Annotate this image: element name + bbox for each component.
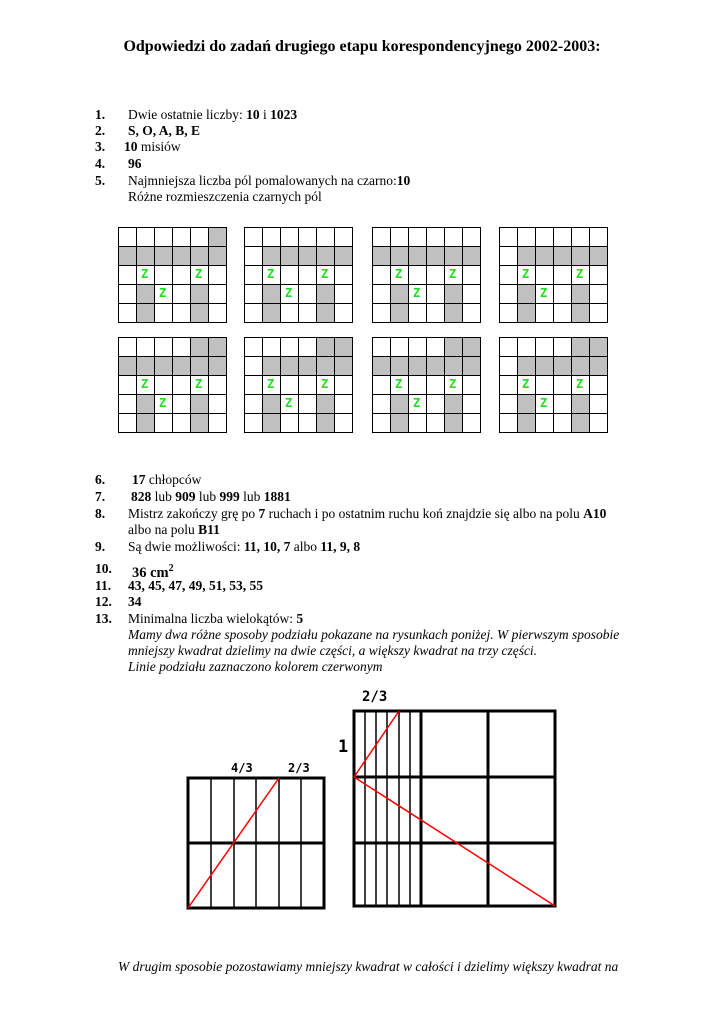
grid-marker: Z (413, 396, 421, 410)
answer-11: 43, 45, 47, 49, 51, 53, 55 (128, 578, 263, 593)
grid-cell (316, 394, 335, 414)
grid-cell (372, 265, 391, 285)
answer-12: 34 (128, 594, 142, 609)
grid-cell (517, 303, 536, 323)
grid-cell (553, 394, 572, 414)
answer-10-number: 10. (95, 561, 112, 576)
grid-cell (444, 356, 463, 376)
grid-cell (535, 337, 554, 357)
grid-cell (118, 356, 137, 376)
grid-cell (390, 413, 409, 433)
grid-cell (390, 284, 409, 304)
grid-cell (244, 265, 263, 285)
grid-cell (334, 246, 353, 266)
grid-cell (280, 246, 299, 266)
grid-marker: Z (195, 267, 203, 281)
grid-cell (426, 227, 445, 247)
grid-marker: Z (413, 286, 421, 300)
grid-cell (316, 246, 335, 266)
grid-cell (154, 356, 173, 376)
grid-cell (390, 246, 409, 266)
grid-cell (499, 227, 518, 247)
answer-5: Najmniejsza liczba pól pomalowanych na czarno:10 (128, 173, 411, 188)
grid-cell (462, 284, 481, 304)
small-label-b: 2/3 (288, 761, 310, 775)
grid-cell (426, 303, 445, 323)
grid-cell (372, 303, 391, 323)
grid-cell (172, 413, 191, 433)
grid-cell (589, 265, 608, 285)
grid-cell (589, 413, 608, 433)
grid-marker: Z (285, 396, 293, 410)
answer-4: 96 (128, 156, 142, 171)
grid-cell (499, 265, 518, 285)
grid-cell (280, 337, 299, 357)
grid-1 (118, 227, 226, 322)
grid-cell (334, 284, 353, 304)
grid-cell (154, 303, 173, 323)
answer-12-number: 12. (95, 594, 112, 609)
grid-cell (334, 265, 353, 285)
grid-cell (372, 375, 391, 395)
grid-cell (499, 246, 518, 266)
grid-cell (298, 413, 317, 433)
grid-cell (553, 375, 572, 395)
grid-marker: Z (159, 396, 167, 410)
grid-cell (298, 246, 317, 266)
grid-cell (172, 394, 191, 414)
grid-cell (298, 303, 317, 323)
grid-cell (571, 303, 590, 323)
grid-cell (208, 375, 227, 395)
grid-cell (372, 284, 391, 304)
answer-4-number: 4. (95, 156, 106, 171)
grid-3 (372, 227, 480, 322)
grid-cell (462, 337, 481, 357)
grid-cell (298, 356, 317, 376)
grid-cell (462, 356, 481, 376)
grid-marker: Z (267, 267, 275, 281)
grid-marker: Z (449, 267, 457, 281)
grid-cell (499, 394, 518, 414)
answer-6-number: 6. (95, 472, 106, 487)
grid-cell (426, 337, 445, 357)
answer-9-number: 9. (95, 539, 106, 554)
grid-cell (244, 284, 263, 304)
grid-cell (426, 394, 445, 414)
grid-cell (136, 284, 155, 304)
grid-cell (462, 265, 481, 285)
grid-cell (444, 337, 463, 357)
grid-cell (408, 375, 427, 395)
grid-marker: Z (195, 377, 203, 391)
grid-cell (408, 227, 427, 247)
grid-cell (571, 246, 590, 266)
grid-cell (408, 303, 427, 323)
grid-cell (172, 375, 191, 395)
grid-cell (426, 246, 445, 266)
grid-cell (298, 265, 317, 285)
grid-cell (517, 284, 536, 304)
grid-marker: Z (395, 267, 403, 281)
grid-cell (280, 356, 299, 376)
grid-cell (154, 375, 173, 395)
grid-cell (280, 303, 299, 323)
grid-cell (390, 356, 409, 376)
grid-cell (372, 413, 391, 433)
grid-cell (298, 337, 317, 357)
grid-cell (426, 284, 445, 304)
answer-13: Minimalna liczba wielokątów: 5 (128, 611, 304, 626)
grid-cell (190, 303, 209, 323)
grid-cell (444, 413, 463, 433)
grid-cell (190, 227, 209, 247)
grid-cell (571, 284, 590, 304)
grid-cell (444, 394, 463, 414)
grid-cell (136, 246, 155, 266)
grid-marker: Z (395, 377, 403, 391)
answer-2-number: 2. (95, 123, 106, 138)
grid-cell (408, 356, 427, 376)
grid-cell (244, 303, 263, 323)
grid-cell (390, 337, 409, 357)
grid-cell (262, 413, 281, 433)
answer-5-number: 5. (95, 173, 106, 188)
grid-cell (589, 394, 608, 414)
grid-5 (118, 337, 226, 432)
answer-7-number: 7. (95, 489, 106, 504)
answer-3: 10 misiów (124, 139, 181, 154)
grid-cell (535, 265, 554, 285)
grid-cell (334, 337, 353, 357)
grid-cell (499, 303, 518, 323)
answer-5-line2: Różne rozmieszczenia czarnych pól (128, 189, 322, 204)
grid-cell (334, 356, 353, 376)
grid-cell (462, 303, 481, 323)
grid-cell (208, 265, 227, 285)
grid-cell (462, 394, 481, 414)
grid-marker: Z (141, 267, 149, 281)
grid-cell (553, 337, 572, 357)
answer-13-line1: Mamy dwa różne sposoby podziału pokazane na rysunkach poniżej. W pierwszym sposobie (128, 627, 620, 642)
grid-cell (553, 413, 572, 433)
grid-cell (154, 413, 173, 433)
grid-cell (208, 413, 227, 433)
grid-cell (118, 227, 137, 247)
grid-cell (444, 303, 463, 323)
grid-cell (262, 227, 281, 247)
grid-cell (136, 356, 155, 376)
answer-8: Mistrz zakończy grę po 7 ruchach i po ostatnim ruchu koń znajdzie się albo na polu A10 (128, 506, 607, 521)
footer-text: W drugim sposobie pozostawiamy mniejszy kwadrat w całości i dzielimy większy kwadrat na (118, 959, 619, 974)
grid-8 (499, 337, 607, 432)
grid-cell (172, 356, 191, 376)
grid-cell (571, 413, 590, 433)
grid-cell (244, 394, 263, 414)
grid-cell (136, 303, 155, 323)
grid-cell (372, 227, 391, 247)
grid-cell (172, 284, 191, 304)
answer-13-line3: Linie podziału zaznaczono kolorem czerwonym (128, 659, 383, 674)
grid-cell (316, 227, 335, 247)
grid-cell (535, 375, 554, 395)
grid-cell (190, 284, 209, 304)
grid-cell (280, 265, 299, 285)
grid-cell (334, 227, 353, 247)
grid-cell (136, 413, 155, 433)
grid-cell (208, 303, 227, 323)
big-square (354, 711, 555, 906)
grid-cell (208, 284, 227, 304)
grid-cell (589, 227, 608, 247)
grid-cell (244, 227, 263, 247)
grid-cell (118, 265, 137, 285)
grid-cell (154, 265, 173, 285)
grid-cell (408, 413, 427, 433)
grid-cell (444, 246, 463, 266)
grid-cell (535, 246, 554, 266)
answer-13-line2: mniejszy kwadrat dzielimy na dwie części, a większy kwadrat na trzy części. (128, 643, 538, 658)
grid-cell (408, 246, 427, 266)
grid-cell (172, 303, 191, 323)
grid-cell (136, 227, 155, 247)
grid-cell (316, 413, 335, 433)
grid-cell (118, 284, 137, 304)
grid-marker: Z (540, 286, 548, 300)
answer-1: Dwie ostatnie liczby: 10 i 1023 (128, 107, 298, 122)
grid-marker: Z (321, 377, 329, 391)
grid-cell (390, 227, 409, 247)
answer-1-number: 1. (95, 107, 106, 122)
grid-cell (462, 375, 481, 395)
answer-2: S, O, A, B, E (128, 123, 201, 138)
grid-6 (244, 337, 352, 432)
grid-cell (280, 375, 299, 395)
grid-cell (190, 246, 209, 266)
grid-cell (298, 284, 317, 304)
grid-marker: Z (159, 286, 167, 300)
grid-cell (172, 227, 191, 247)
grid-cell (334, 394, 353, 414)
answer-7: 828 lub 909 lub 999 lub 1881 (131, 489, 291, 504)
grid-cell (190, 356, 209, 376)
grid-marker: Z (576, 267, 584, 281)
grid-cell (280, 227, 299, 247)
grid-marker: Z (576, 377, 584, 391)
grid-cell (571, 337, 590, 357)
answer-8-number: 8. (95, 506, 106, 521)
grid-cell (499, 413, 518, 433)
grid-cell (462, 413, 481, 433)
grid-cell (553, 356, 572, 376)
grid-cell (571, 356, 590, 376)
grid-cell (462, 246, 481, 266)
grid-cell (262, 356, 281, 376)
grid-cell (208, 394, 227, 414)
grid-2 (244, 227, 352, 322)
grid-cell (154, 227, 173, 247)
grid-cell (462, 227, 481, 247)
grid-cell (262, 284, 281, 304)
grid-cell (426, 356, 445, 376)
grid-cell (316, 303, 335, 323)
grid-cell (390, 394, 409, 414)
grid-cell (372, 246, 391, 266)
grid-cell (334, 375, 353, 395)
grid-cell (372, 356, 391, 376)
grid-cell (444, 284, 463, 304)
grid-cell (390, 303, 409, 323)
grid-cell (517, 394, 536, 414)
grid-cell (444, 227, 463, 247)
grid-cell (262, 337, 281, 357)
page-title: Odpowiedzi do zadań drugiego etapu korespondencyjnego 2002-2003: (123, 38, 601, 55)
grid-cell (553, 303, 572, 323)
grid-marker: Z (449, 377, 457, 391)
grid-cell (426, 413, 445, 433)
grid-marker: Z (522, 377, 530, 391)
grid-cell (372, 394, 391, 414)
grid-cell (426, 375, 445, 395)
grid-cell (571, 227, 590, 247)
grid-cell (589, 356, 608, 376)
answer-10: 36 $cm^2$ (132, 563, 174, 581)
grid-cell (118, 337, 137, 357)
grid-cell (553, 284, 572, 304)
grid-cell (244, 356, 263, 376)
grid-cell (517, 246, 536, 266)
grid-cell (118, 394, 137, 414)
answer-9: Są dwie możliwości: 11, 10, 7 albo 11, 9, 8 (128, 539, 361, 554)
grid-cell (118, 375, 137, 395)
grid-cell (316, 356, 335, 376)
grid-cell (535, 356, 554, 376)
grid-cell (208, 356, 227, 376)
grid-cell (589, 284, 608, 304)
grid-cell (589, 375, 608, 395)
grid-cell (244, 337, 263, 357)
grid-cell (334, 413, 353, 433)
grid-cell (298, 375, 317, 395)
grid-cell (244, 413, 263, 433)
grid-cell (190, 413, 209, 433)
grid-cell (499, 356, 518, 376)
grid-cell (426, 265, 445, 285)
answer-8-line2: albo na polu B11 (128, 522, 220, 537)
grid-cell (262, 394, 281, 414)
grid-cell (118, 303, 137, 323)
grid-cell (316, 337, 335, 357)
grid-cell (535, 303, 554, 323)
answer-11-number: 11. (95, 578, 112, 593)
grid-cell (190, 337, 209, 357)
grid-cell (208, 337, 227, 357)
small-label-a: 4/3 (231, 761, 253, 775)
grid-cell (208, 227, 227, 247)
grid-cell (244, 375, 263, 395)
grid-cell (553, 265, 572, 285)
grid-cell (517, 337, 536, 357)
grid-marker: Z (321, 267, 329, 281)
grid-cell (208, 246, 227, 266)
grid-cell (408, 265, 427, 285)
grid-cell (372, 337, 391, 357)
division-figure (0, 680, 724, 910)
grid-cell (154, 246, 173, 266)
grid-cell (589, 246, 608, 266)
grid-cell (172, 246, 191, 266)
grid-cell (535, 227, 554, 247)
grid-cell (589, 303, 608, 323)
answer-13-number: 13. (95, 611, 112, 626)
grid-cell (553, 227, 572, 247)
grid-cell (553, 246, 572, 266)
grid-cell (334, 303, 353, 323)
grid-marker: Z (141, 377, 149, 391)
grid-cell (172, 265, 191, 285)
grid-marker: Z (267, 377, 275, 391)
grid-cell (136, 337, 155, 357)
grid-cell (499, 284, 518, 304)
grid-7 (372, 337, 480, 432)
grid-cell (408, 337, 427, 357)
grid-cell (262, 303, 281, 323)
grid-cell (172, 337, 191, 357)
grid-cell (154, 337, 173, 357)
grid-cell (298, 394, 317, 414)
answer-6: 17 chłopców (132, 472, 202, 487)
big-label-side: 1 (338, 737, 349, 757)
grid-cell (517, 227, 536, 247)
grid-cell (136, 394, 155, 414)
grid-cell (499, 337, 518, 357)
grid-cell (517, 413, 536, 433)
grid-marker: Z (285, 286, 293, 300)
grid-cell (118, 413, 137, 433)
grid-cell (262, 246, 281, 266)
grid-cell (589, 337, 608, 357)
grid-cell (244, 246, 263, 266)
grid-marker: Z (540, 396, 548, 410)
grid-cell (517, 356, 536, 376)
grid-cell (190, 394, 209, 414)
big-label-top: 2/3 (362, 689, 388, 705)
grid-cell (571, 394, 590, 414)
grid-cell (316, 284, 335, 304)
grid-cell (280, 413, 299, 433)
small-square (188, 778, 324, 908)
grid-cell (499, 375, 518, 395)
grid-cell (298, 227, 317, 247)
grid-cell (535, 413, 554, 433)
answer-3-number: 3. (95, 139, 106, 154)
grid-marker: Z (522, 267, 530, 281)
grid-4 (499, 227, 607, 322)
grid-cell (118, 246, 137, 266)
